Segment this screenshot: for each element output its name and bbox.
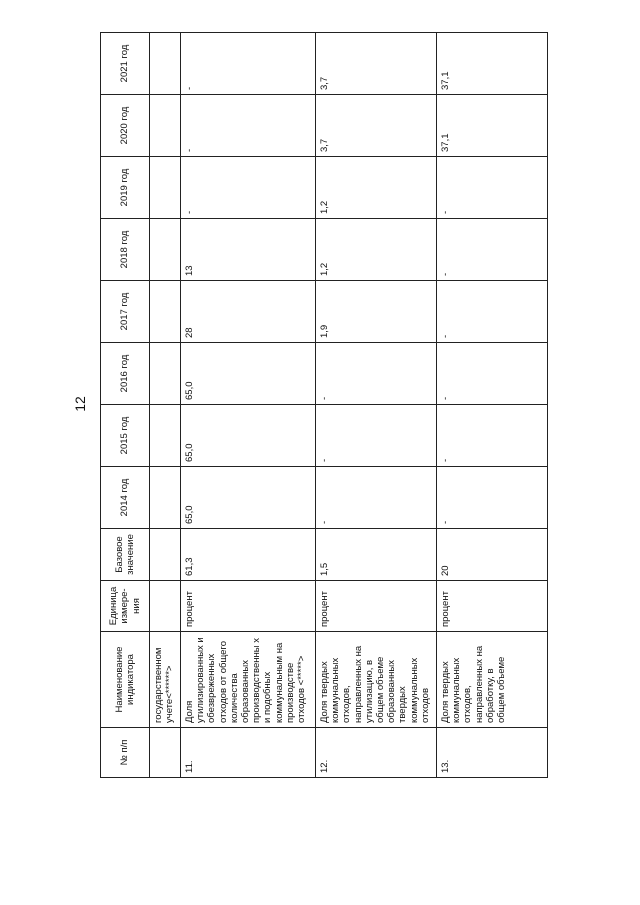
value-2014: 65,0 bbox=[181, 467, 316, 529]
base-value-cell: 20 bbox=[437, 529, 548, 581]
header-year-2018: 2018 год bbox=[101, 219, 150, 281]
value-2017: 28 bbox=[181, 281, 316, 343]
value-2017: 1,9 bbox=[316, 281, 437, 343]
header-number: № п/п bbox=[101, 728, 150, 778]
value-2018: 1,2 bbox=[316, 219, 437, 281]
rotated-table-wrapper bbox=[100, 33, 530, 778]
value-2019: - bbox=[437, 157, 548, 219]
value-2021 bbox=[150, 33, 181, 95]
header-year-2015: 2015 год bbox=[101, 405, 150, 467]
value-2016: - bbox=[316, 343, 437, 405]
unit-cell bbox=[150, 581, 181, 632]
value-2021: 3,7 bbox=[316, 33, 437, 95]
value-2018 bbox=[150, 219, 181, 281]
unit-cell: процент bbox=[316, 581, 437, 632]
row-number bbox=[150, 728, 181, 778]
base-value-cell: 1,5 bbox=[316, 529, 437, 581]
table-row bbox=[181, 33, 316, 778]
value-2020: - bbox=[181, 95, 316, 157]
value-2015: - bbox=[437, 405, 548, 467]
header-year-2019: 2019 год bbox=[101, 157, 150, 219]
table-row bbox=[316, 33, 437, 778]
header-year-2020: 2020 год bbox=[101, 95, 150, 157]
value-2018: - bbox=[437, 219, 548, 281]
table-header-row bbox=[101, 33, 150, 778]
header-indicator-name: Наименование индикатора bbox=[101, 632, 150, 728]
indicator-name: Доля твердых коммунальных отходов, направленных на утилизацию, в общем объеме образованных твердых коммунальных отходов bbox=[316, 632, 437, 728]
value-2020: 3,7 bbox=[316, 95, 437, 157]
header-base-value: Базовое значение bbox=[101, 529, 150, 581]
value-2016 bbox=[150, 343, 181, 405]
value-2020: 37,1 bbox=[437, 95, 548, 157]
value-2021: 37,1 bbox=[437, 33, 548, 95]
value-2014: - bbox=[316, 467, 437, 529]
indicator-name: Доля утилизированных и обезвреженных отходов от общего количества образованных производственны х и подобных коммунальным на производстве отходов <*****> bbox=[181, 632, 316, 728]
value-2018: 13 bbox=[181, 219, 316, 281]
value-2020 bbox=[150, 95, 181, 157]
value-2017: - bbox=[437, 281, 548, 343]
value-2014: - bbox=[437, 467, 548, 529]
row-number: 11. bbox=[181, 728, 316, 778]
value-2016: - bbox=[437, 343, 548, 405]
header-unit: Единица измере-ния bbox=[101, 581, 150, 632]
indicator-name: государственном учете<******> bbox=[150, 632, 181, 728]
base-value-cell: 61,3 bbox=[181, 529, 316, 581]
table-row bbox=[150, 33, 181, 778]
base-value-cell bbox=[150, 529, 181, 581]
value-2014 bbox=[150, 467, 181, 529]
value-2019: - bbox=[181, 157, 316, 219]
unit-cell: процент bbox=[437, 581, 548, 632]
indicators-table bbox=[100, 32, 548, 778]
value-2015 bbox=[150, 405, 181, 467]
unit-cell: процент bbox=[181, 581, 316, 632]
value-2015: 65,0 bbox=[181, 405, 316, 467]
value-2016: 65,0 bbox=[181, 343, 316, 405]
row-number: 12. bbox=[316, 728, 437, 778]
indicator-name: Доля твердых коммунальных отходов, направленных на обработку, в общем объеме bbox=[437, 632, 548, 728]
value-2017 bbox=[150, 281, 181, 343]
header-year-2014: 2014 год bbox=[101, 467, 150, 529]
page-number: 12 bbox=[72, 396, 88, 412]
value-2019: 1,2 bbox=[316, 157, 437, 219]
header-year-2017: 2017 год bbox=[101, 281, 150, 343]
value-2021: - bbox=[181, 33, 316, 95]
header-year-2021: 2021 год bbox=[101, 33, 150, 95]
table-row bbox=[437, 33, 548, 778]
value-2015: - bbox=[316, 405, 437, 467]
value-2019 bbox=[150, 157, 181, 219]
header-year-2016: 2016 год bbox=[101, 343, 150, 405]
row-number: 13. bbox=[437, 728, 548, 778]
